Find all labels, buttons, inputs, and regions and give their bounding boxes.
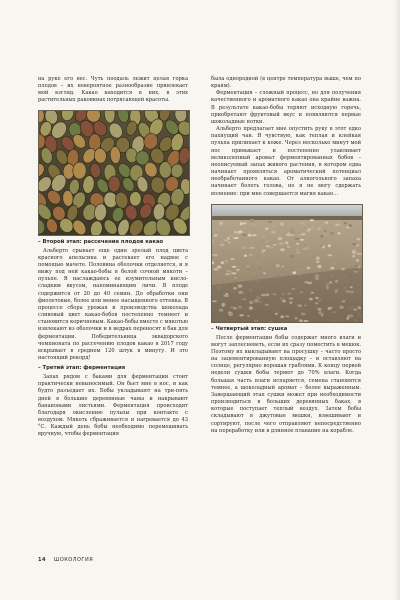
cacao-bean: [234, 231, 237, 233]
cacao-bean: [265, 227, 269, 229]
cacao-bean: [344, 221, 347, 224]
cacao-bean: [220, 221, 223, 224]
cacao-bean: [234, 280, 237, 282]
cacao-bean: [241, 246, 246, 249]
cacao-bean: [316, 260, 320, 262]
left-column: [38, 76, 188, 439]
cacao-bean: [224, 239, 229, 241]
section-heading-fermentation: – Третий этап: ферментация: [38, 365, 126, 372]
cacao-bean: [303, 258, 307, 260]
left-paragraph-1: на руке его вес. Чуть поодаль лежит целая горка плодов – их невероятное разнообразие привлекает мой взгляд. Какао находится в них, в этих растительных раковинах потрясающей красоты.: [38, 76, 188, 104]
running-title: ШОКОЛОГИЯ: [53, 557, 94, 563]
cacao-bean: [239, 230, 243, 233]
cacao-bean: [228, 264, 231, 266]
page-footer: [38, 557, 93, 563]
cacao-bean: [318, 227, 321, 230]
cacao-bean: [240, 222, 243, 225]
cacao-bean: [247, 265, 250, 267]
cacao-bean: [303, 247, 308, 250]
cacao-bean: [263, 272, 266, 274]
cacao-bean: [280, 248, 285, 251]
cacao-bean: [242, 222, 246, 224]
cacao-bean: [230, 258, 235, 260]
cacao-bean: [271, 230, 276, 233]
cacao-bean: [301, 233, 306, 235]
cacao-bean: [265, 240, 268, 242]
section-heading-drying: – Четвертый этап: сушка: [211, 325, 288, 332]
cacao-bean: [354, 265, 359, 267]
cacao-pod: [129, 191, 141, 206]
cacao-pod: [159, 161, 172, 178]
cacao-bean: [232, 266, 237, 268]
cacao-bean: [292, 271, 296, 274]
cacao-bean: [246, 268, 249, 270]
cacao-bean: [331, 233, 334, 235]
cacao-bean: [262, 235, 265, 237]
cacao-bean: [353, 257, 357, 259]
cacao-bean: [234, 236, 239, 238]
cacao-bean: [266, 245, 270, 247]
right-paragraph-2: Ферментация – сложный процесс, но для получения качественного и ароматного какао она крайне важна. В результате какао-бобы теряют исходную горечь, приобретают фруктовый вкус и появляются первые шоколадные нотки.: [211, 90, 361, 125]
cacao-bean: [301, 222, 305, 225]
cacao-bean: [252, 223, 257, 226]
cacao-bean: [337, 232, 340, 234]
drying-beans-image: [212, 205, 362, 322]
cacao-bean: [271, 225, 276, 227]
cacao-bean: [285, 241, 288, 244]
cacao-bean: [244, 254, 247, 256]
right-paragraph-4: После ферментации бобы содержат много влаги и могут заплесневеть, если их сразу поместить в мешок. Поэтому их выкладывают на просушку – часто просто на зацементированную площадку – и оставляют на солнце, регулярно ворошая граблями. К концу первой недели сушки бобы теряют до 70% влаги. Когда большая часть влаги испаряется, семена становятся темнее, а шоколадный аромат – более выраженным. Завершающий этап сушки может при необходимости производиться в больших деревянных баках, в которые поступает теплый воздух. Затем бобы складывают в джутовые мешки, взвешивают и сортируют, после чего отправляют непосредственно на переработку или в длинное плавание на корабле.: [211, 334, 361, 434]
cacao-bean: [297, 234, 301, 236]
cacao-pod: [73, 161, 87, 178]
cacao-bean: [333, 262, 337, 264]
cacao-bean: [226, 270, 231, 272]
cacao-bean: [258, 248, 262, 251]
cacao-bean: [356, 238, 360, 240]
cacao-bean: [330, 266, 334, 269]
cacao-bean: [316, 256, 319, 259]
page-number: 14: [38, 557, 46, 563]
cacao-bean: [261, 250, 264, 253]
cacao-bean: [320, 234, 323, 237]
cacao-bean: [250, 219, 255, 222]
cacao-bean: [270, 246, 274, 248]
cacao-bean: [281, 265, 284, 268]
left-paragraph-3: Запах рядом с баками для ферментации стоит практически невыносимый. Он бьет мне в нос, и как будто разъедает их. Бобы укладывают на три-пять дней в большие деревянные чаны и накрывают банановыми листьями. Ферментация происходит благодаря окислению пульпы при контакте с воздухом. Мякоть сбраживается и нагревается до 43 °С. Каждый день бобы необходимо перемешивать вручную, чтобы ферментация: [38, 374, 188, 438]
cacao-bean: [273, 243, 277, 245]
cacao-bean: [221, 261, 224, 264]
cacao-bean: [278, 237, 283, 240]
cacao-bean: [268, 256, 272, 258]
cacao-bean: [323, 233, 326, 236]
cacao-bean: [281, 242, 284, 245]
cacao-bean: [275, 274, 279, 276]
cacao-bean: [244, 271, 249, 273]
cacao-bean: [325, 221, 329, 224]
cacao-bean: [352, 251, 355, 253]
cacao-bean: [324, 229, 327, 231]
cacao-bean: [220, 243, 224, 245]
cacao-bean: [348, 224, 352, 227]
cacao-bean: [290, 254, 295, 257]
left-paragraph-2: Альберто срывает еще один зрелый плод цвета красного апельсина и рассекает его надвое с помощью мачете. Половина оболочки отделяется, и я вижу под ней какао-бобы в белой сочной мякоти – пульпе. Я наслаждаюсь ее изумительным кисло-сладким вкусом, напоминающим личи. В плоде содержится от 20 до 40 семян. До обработки они фиолетовые, более или менее насыщенного оттенка. В процессе сбора урожая и производства шоколада сливовый цвет какао-бобов постепенно темнеет и становится коричневым. Какао-бобы вместе с мякотью извлекают из оболочки и в ведрах переносят в бак для ферментации. Победительница эквадорского чемпионата по рассечению плодов какао в 2017 году вскрывает в среднем 120 штук в минуту. И это настоящий рекорд!: [38, 247, 188, 361]
cacao-bean: [310, 219, 314, 221]
cacao-bean: [302, 244, 307, 246]
cacao-bean: [335, 223, 340, 225]
cacao-bean: [280, 222, 283, 225]
photo-cacao-pods: [38, 110, 190, 236]
cacao-bean: [225, 260, 228, 262]
cacao-bean: [249, 253, 253, 256]
cacao-bean: [259, 267, 262, 269]
right-paragraph-1: была однородной (в центре температура выше, чем по краям).: [211, 76, 361, 90]
cacao-bean: [242, 234, 247, 236]
cacao-bean: [328, 244, 331, 247]
cacao-bean: [296, 242, 300, 244]
cacao-bean: [317, 264, 321, 267]
cacao-pod: [108, 175, 121, 192]
cacao-bean: [287, 245, 290, 247]
cacao-bean: [327, 254, 332, 256]
cacao-bean: [299, 255, 304, 258]
cacao-bean: [310, 226, 314, 229]
cacao-bean: [267, 221, 272, 223]
cacao-pods-image: [39, 111, 189, 235]
section-heading-splitting: – Второй этап: рассечение плодов какао: [38, 238, 164, 245]
cacao-bean: [331, 255, 334, 258]
cacao-bean: [248, 233, 252, 236]
cacao-bean: [356, 252, 359, 254]
cacao-bean: [249, 246, 254, 248]
cacao-bean: [262, 254, 265, 257]
cacao-bean: [236, 268, 240, 271]
cacao-bean: [295, 237, 300, 239]
cacao-bean: [234, 277, 237, 279]
right-column: [211, 76, 361, 435]
cacao-bean: [215, 267, 219, 269]
right-paragraph-3: Альберто предлагает мне опустить руку в этот едко пахнущий чан. Я чувствую, как теплая и клейкая пульпа прилипает к коже. Через несколько минут мой нос привыкает и постепенно улавливает великолепный аромат ферментированных бобов – неописуемый запах живого растения, в котором едва начинает проявляться ароматический потенциал необработанного какао. От алкогольного запаха начинает болеть голова, но я не могу сдержать волнение: при мне совершается магия какао…: [211, 126, 361, 197]
cacao-bean: [356, 259, 359, 261]
cacao-bean: [252, 272, 256, 274]
cacao-bean: [300, 238, 304, 240]
cacao-bean: [252, 234, 257, 236]
cacao-bean: [255, 261, 260, 264]
cacao-bean: [296, 248, 299, 250]
cacao-bean: [214, 234, 218, 237]
cacao-bean: [286, 233, 291, 235]
cacao-bean: [307, 266, 311, 268]
cacao-bean: [231, 272, 236, 274]
cacao-bean: [296, 251, 301, 253]
cacao-bean: [225, 273, 230, 275]
cacao-bean: [290, 231, 294, 234]
cacao-bean: [229, 234, 234, 236]
cacao-bean: [299, 268, 304, 270]
photo-drying-beans: [211, 204, 363, 323]
cacao-bean: [352, 243, 356, 246]
cacao-bean: [276, 264, 280, 267]
cacao-bean: [261, 239, 265, 242]
cacao-bean: [322, 245, 325, 248]
cacao-bean: [228, 241, 231, 243]
cacao-bean: [343, 250, 346, 252]
